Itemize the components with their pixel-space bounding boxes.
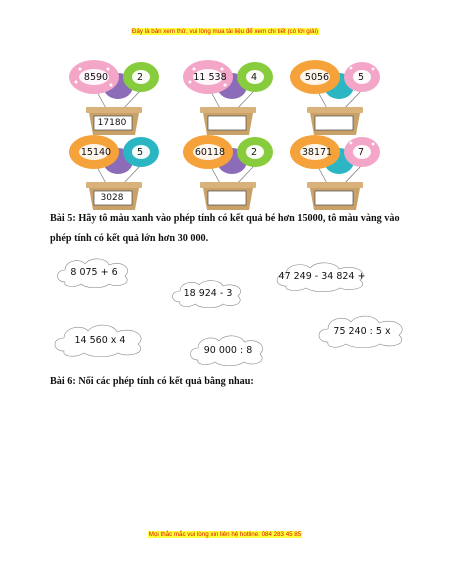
cloud-text: 18 924 - 3 (183, 287, 233, 299)
cloud-expression[interactable] (186, 333, 270, 367)
hotline-banner-text: Mọi thắc mắc vui lòng xin liên hệ hotline: 084 283 45 85 (148, 531, 302, 538)
balloon-number-right: 5 (357, 72, 365, 83)
basket-answer (315, 192, 351, 204)
balloon-group-4 (64, 135, 174, 215)
basket-answer (208, 117, 244, 129)
balloon-number-left: 60118 (194, 147, 226, 158)
exercise-5-label: Bài 5: (50, 213, 76, 224)
preview-banner (0, 28, 450, 35)
balloon-group-1 (64, 60, 174, 140)
cloud-text: 90 000 : 8 (203, 344, 253, 356)
cloud-text: 8 075 + 6 (70, 266, 118, 278)
exercise-6-label: Bài 6: (50, 376, 76, 387)
balloon-number-right: 2 (250, 147, 258, 158)
balloon-group-2 (178, 60, 288, 140)
balloon-number-left: 8590 (83, 72, 109, 83)
balloon-number-right: 4 (250, 72, 258, 83)
basket-answer (315, 117, 351, 129)
balloon-number-left: 38171 (301, 147, 333, 158)
balloon-number-left: 15140 (80, 147, 112, 158)
cloud-expression[interactable] (168, 278, 248, 308)
exercise-6-text: Nối các phép tính có kết quả bằng nhau: (78, 376, 254, 387)
balloon-number-left: 11 538 (193, 72, 227, 83)
balloon-number-right: 2 (136, 72, 144, 83)
cloud-expression[interactable] (272, 260, 372, 292)
preview-banner-text: Đây là bản xem thử, vui lòng mua tài liệu để xem chi tiết (có lời giải) (132, 28, 318, 35)
basket-answer (208, 192, 244, 204)
balloon-group-3 (285, 60, 395, 140)
exercise-6 (50, 372, 410, 392)
cloud-expression[interactable] (53, 256, 135, 288)
cloud-text: 47 249 - 34 824 + (278, 270, 366, 282)
cloud-expression[interactable] (50, 322, 150, 358)
balloon-group-6 (285, 135, 395, 215)
cloud-text: 14 560 x 4 (74, 334, 126, 346)
balloon-number-right: 5 (136, 147, 144, 158)
exercise-5 (50, 209, 410, 249)
basket-answer: 17180 (97, 118, 127, 128)
balloon-number-left: 5056 (304, 72, 330, 83)
cloud-text: 75 240 : 5 x (333, 325, 391, 337)
exercise-5-text: Hãy tô màu xanh vào phép tính có kết quả bé hơn 15000, tô màu vàng vào phép tính có kết quả lớn hơn 30 000. (50, 213, 400, 244)
balloon-number-right: 7 (357, 147, 365, 158)
balloon-group-5 (178, 135, 288, 215)
basket-answer: 3028 (100, 193, 124, 203)
cloud-expression[interactable] (314, 313, 410, 349)
hotline-banner (0, 531, 450, 538)
